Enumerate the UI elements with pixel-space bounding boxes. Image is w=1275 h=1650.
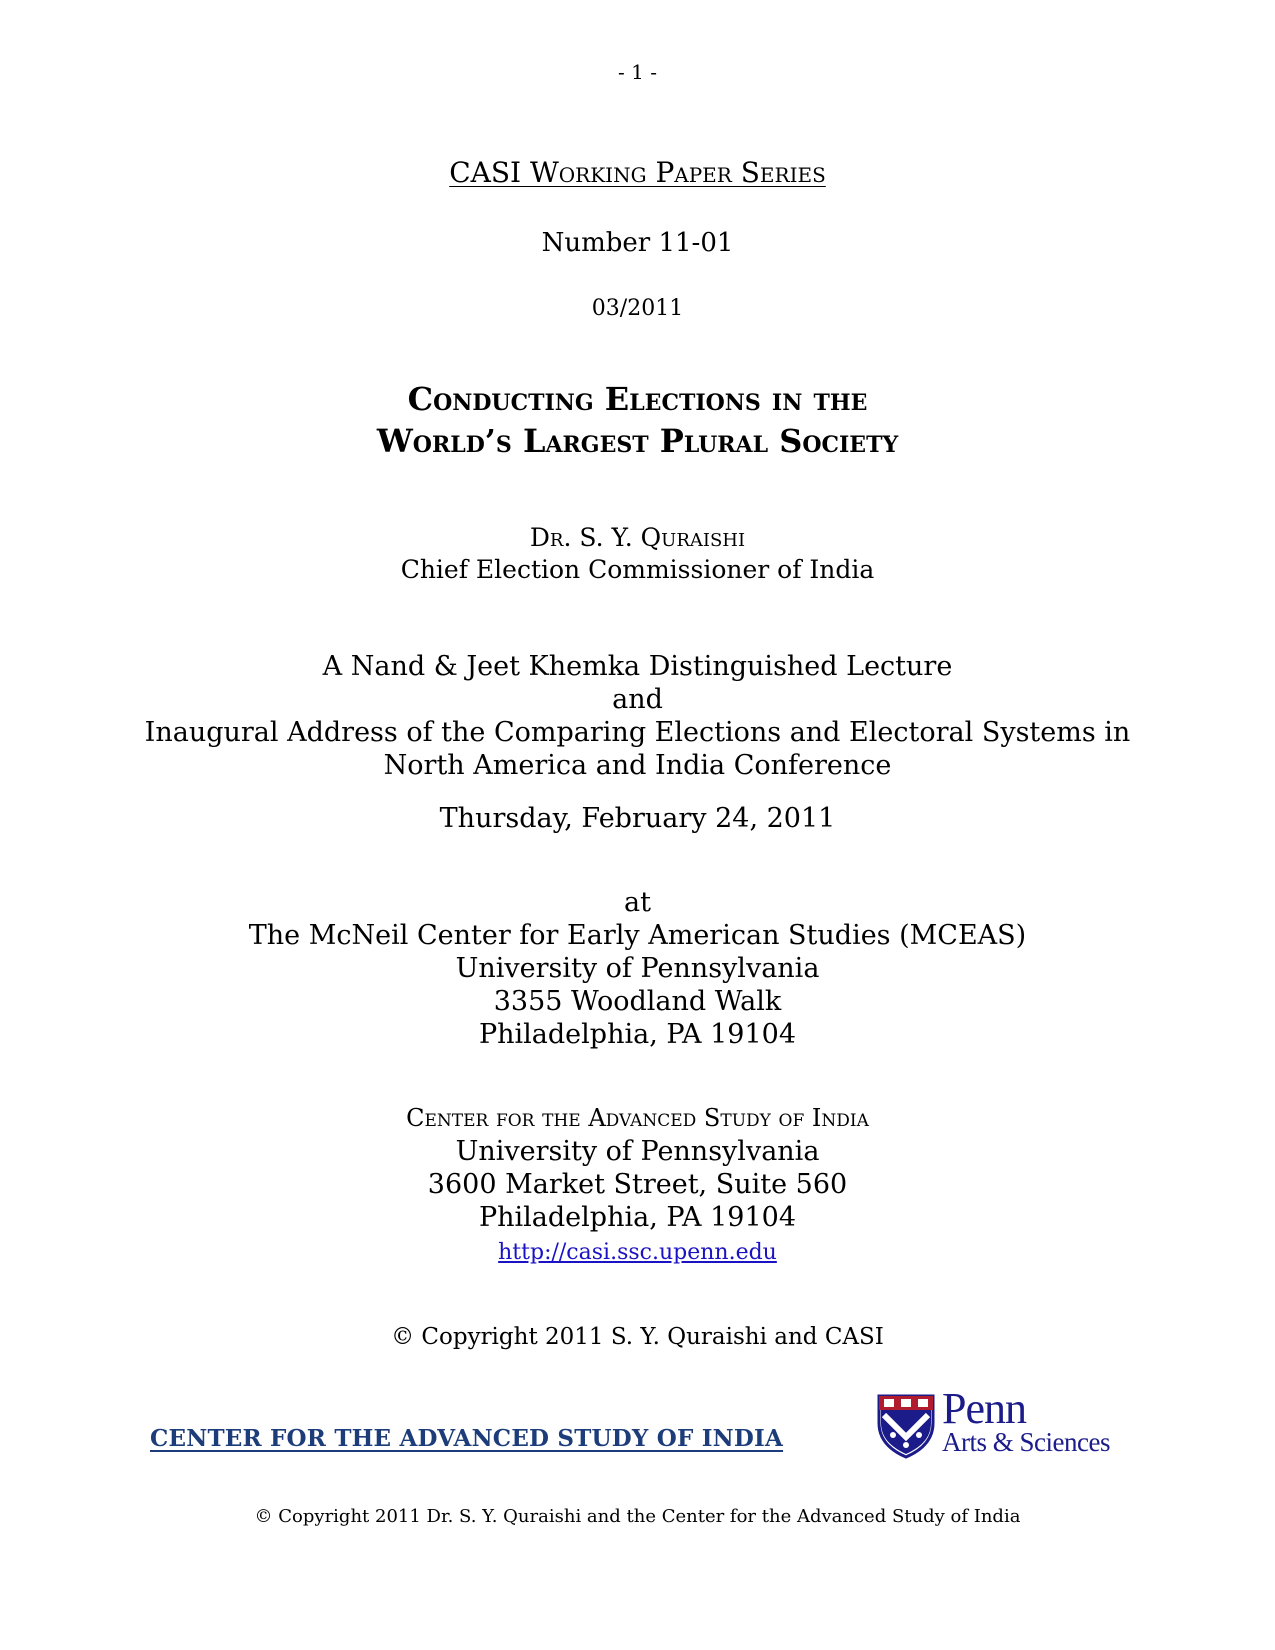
center-city: Philadelphia, PA 19104 — [478, 1202, 797, 1233]
paper-number: Number 11-01 — [541, 228, 734, 258]
logo-wordmark — [942, 1384, 1110, 1457]
paper-date: 03/2011 — [591, 296, 684, 321]
title-line-2: World’s Largest Plural Society — [376, 422, 899, 460]
lecture-line-3: Inaugural Address of the Comparing Elections and Electoral Systems in — [144, 717, 1131, 748]
logo-arts-text: Arts & Sciences — [942, 1427, 1110, 1457]
page-number: - 1 - — [618, 60, 657, 84]
copyright-notice: © Copyright 2011 S. Y. Quraishi and CASI — [391, 1324, 884, 1350]
author-role: Chief Election Commissioner of India — [400, 555, 875, 584]
center-university: University of Pennsylvania — [455, 1136, 820, 1167]
author-block — [0, 522, 1275, 586]
venue-name: The McNeil Center for Early American Studies (MCEAS) — [248, 920, 1027, 951]
center-website-link[interactable]: http://casi.ssc.upenn.edu — [498, 1240, 777, 1265]
center-name: Center for the Advanced Study of India — [406, 1104, 869, 1132]
lecture-line-2: and — [612, 684, 663, 715]
footer-copyright: © Copyright 2011 Dr. S. Y. Quraishi and the Center for the Advanced Study of India — [254, 1506, 1021, 1527]
event-date: Thursday, February 24, 2011 — [439, 803, 836, 834]
venue-university: University of Pennsylvania — [455, 953, 820, 984]
penn-shield-icon — [876, 1393, 936, 1459]
author-name: Dr. S. Y. Quraishi — [529, 523, 746, 552]
lecture-description — [0, 650, 1275, 782]
venue-at: at — [624, 887, 651, 918]
lecture-line-4: North America and India Conference — [383, 750, 892, 781]
venue-city: Philadelphia, PA 19104 — [478, 1019, 797, 1050]
paper-title — [0, 378, 1275, 462]
center-address-block — [0, 1102, 1275, 1269]
title-line-1: Conducting Elections in the — [407, 380, 868, 418]
series-title — [0, 156, 1275, 189]
penn-arts-sciences-logo — [876, 1384, 1136, 1463]
logo-penn-text: Penn — [942, 1384, 1026, 1433]
casi-brand-link[interactable]: CENTER FOR THE ADVANCED STUDY OF INDIA — [150, 1425, 784, 1452]
venue-block — [0, 886, 1275, 1051]
lecture-line-1: A Nand & Jeet Khemka Distinguished Lecture — [322, 651, 953, 682]
venue-street: 3355 Woodland Walk — [493, 986, 782, 1017]
center-street: 3600 Market Street, Suite 560 — [427, 1169, 848, 1200]
series-title-text: CASI Working Paper Series — [449, 156, 826, 189]
